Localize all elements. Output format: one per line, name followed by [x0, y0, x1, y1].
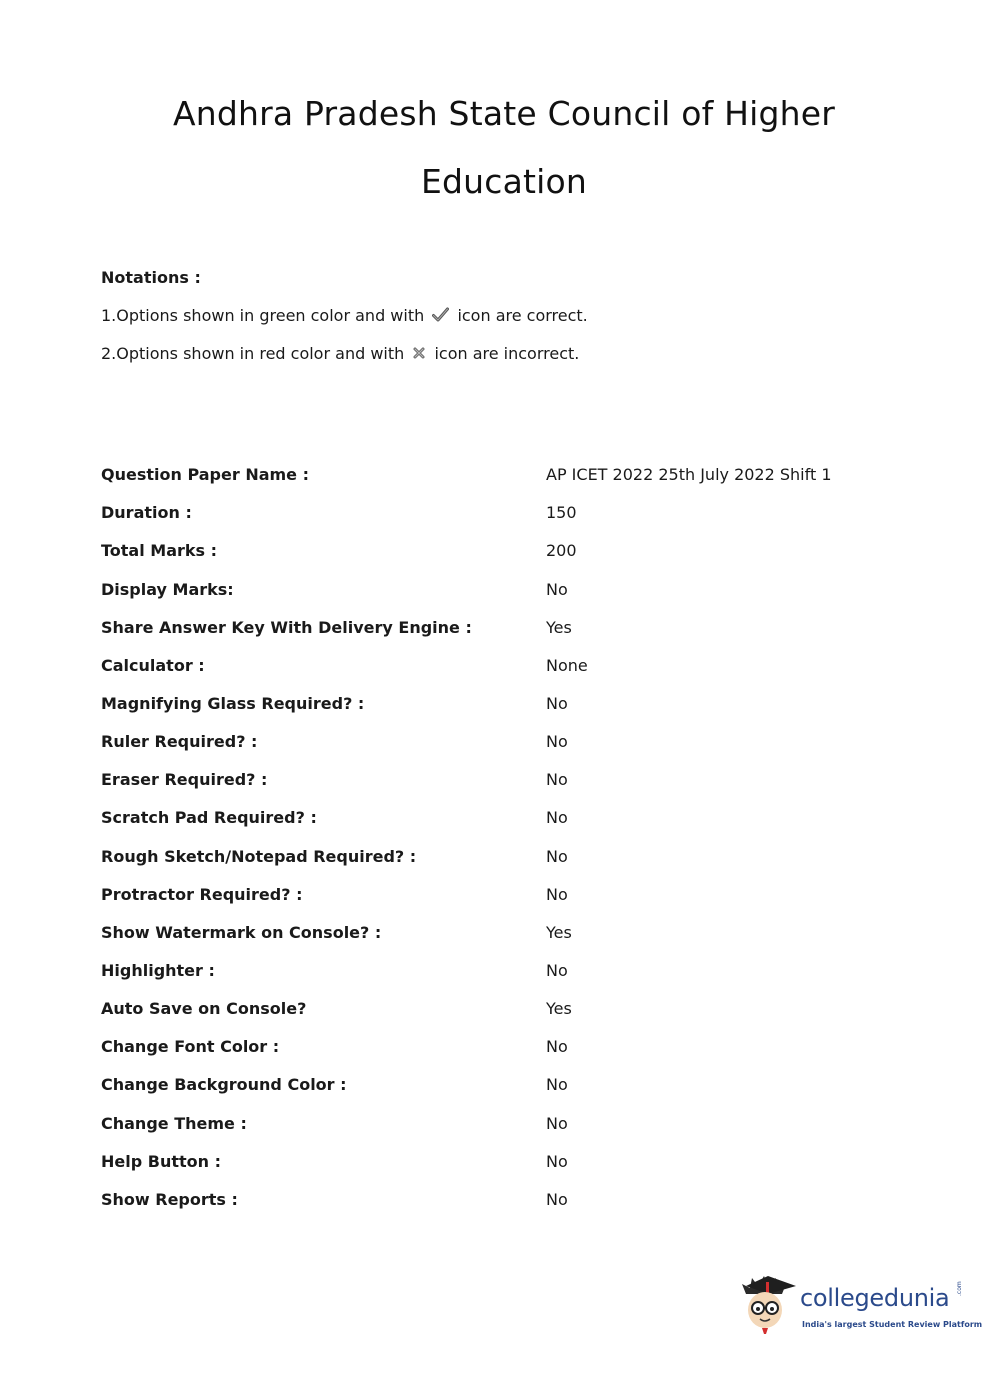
info-row — [101, 1075, 901, 1105]
info-row — [101, 732, 901, 762]
info-row — [101, 1190, 901, 1220]
info-row — [101, 923, 901, 953]
info-value: No — [546, 1152, 568, 1171]
info-label: Display Marks: — [101, 580, 234, 599]
info-value: Yes — [546, 923, 572, 942]
info-label: Help Button : — [101, 1152, 221, 1171]
info-value: No — [546, 694, 568, 713]
info-row — [101, 694, 901, 724]
info-label: Eraser Required? : — [101, 770, 268, 789]
notations-heading: Notations : — [101, 268, 201, 287]
mascot-icon — [738, 1272, 798, 1342]
info-row — [101, 961, 901, 991]
info-label: Protractor Required? : — [101, 885, 303, 904]
notation-incorrect-text: 2.Options shown in red color and with — [101, 344, 405, 363]
info-label: Share Answer Key With Delivery Engine : — [101, 618, 472, 637]
check-icon — [432, 307, 449, 326]
info-row — [101, 541, 901, 571]
info-value: No — [546, 885, 568, 904]
brand-domain-suffix: .com — [956, 1281, 963, 1296]
info-row — [101, 1152, 901, 1182]
collegedunia-logo — [738, 1272, 983, 1342]
page-title-line-2: Education — [420, 162, 588, 201]
notation-correct-text: 1.Options shown in green color and with — [101, 306, 425, 325]
info-value: No — [546, 1037, 568, 1056]
info-label: Total Marks : — [101, 541, 218, 560]
info-row — [101, 1114, 901, 1144]
info-value: 150 — [546, 503, 577, 522]
info-label: Rough Sketch/Notepad Required? : — [101, 847, 417, 866]
info-label: Scratch Pad Required? : — [101, 808, 317, 827]
notation-correct-suffix: icon are correct. — [457, 306, 588, 325]
info-label: Calculator : — [101, 656, 205, 675]
notation-correct — [101, 306, 588, 326]
brand-tagline: India's largest Student Review Platform — [802, 1320, 983, 1329]
info-row — [101, 999, 901, 1029]
info-value: No — [546, 580, 568, 599]
info-label: Show Reports : — [101, 1190, 238, 1209]
info-label: Magnifying Glass Required? : — [101, 694, 365, 713]
info-row — [101, 465, 901, 495]
info-row — [101, 885, 901, 915]
info-row — [101, 580, 901, 610]
info-label: Auto Save on Console? — [101, 999, 307, 1018]
info-label: Show Watermark on Console? : — [101, 923, 382, 942]
info-value: Yes — [546, 999, 572, 1018]
cross-icon — [412, 345, 426, 364]
info-row — [101, 808, 901, 838]
info-label: Change Font Color : — [101, 1037, 280, 1056]
brand-name: collegedunia — [800, 1284, 950, 1312]
page-title-line-1: Andhra Pradesh State Council of Higher — [172, 94, 836, 133]
info-label: Highlighter : — [101, 961, 215, 980]
info-row — [101, 656, 901, 686]
info-row — [101, 770, 901, 800]
info-value: AP ICET 2022 25th July 2022 Shift 1 — [546, 465, 832, 484]
info-value: No — [546, 770, 568, 789]
info-value: None — [546, 656, 588, 675]
info-value: No — [546, 961, 568, 980]
info-value: No — [546, 847, 568, 866]
info-value: No — [546, 1190, 568, 1209]
notation-incorrect-suffix: icon are incorrect. — [434, 344, 580, 363]
info-label: Question Paper Name : — [101, 465, 309, 484]
info-value: 200 — [546, 541, 577, 560]
info-value: Yes — [546, 618, 572, 637]
info-value: No — [546, 1075, 568, 1094]
info-row — [101, 618, 901, 648]
info-row — [101, 1037, 901, 1067]
info-label: Ruler Required? : — [101, 732, 258, 751]
info-label: Change Theme : — [101, 1114, 247, 1133]
info-value: No — [546, 732, 568, 751]
notation-incorrect — [101, 344, 579, 364]
info-label: Duration : — [101, 503, 192, 522]
info-row — [101, 847, 901, 877]
info-label: Change Background Color : — [101, 1075, 347, 1094]
info-row — [101, 503, 901, 533]
info-value: No — [546, 1114, 568, 1133]
info-value: No — [546, 808, 568, 827]
